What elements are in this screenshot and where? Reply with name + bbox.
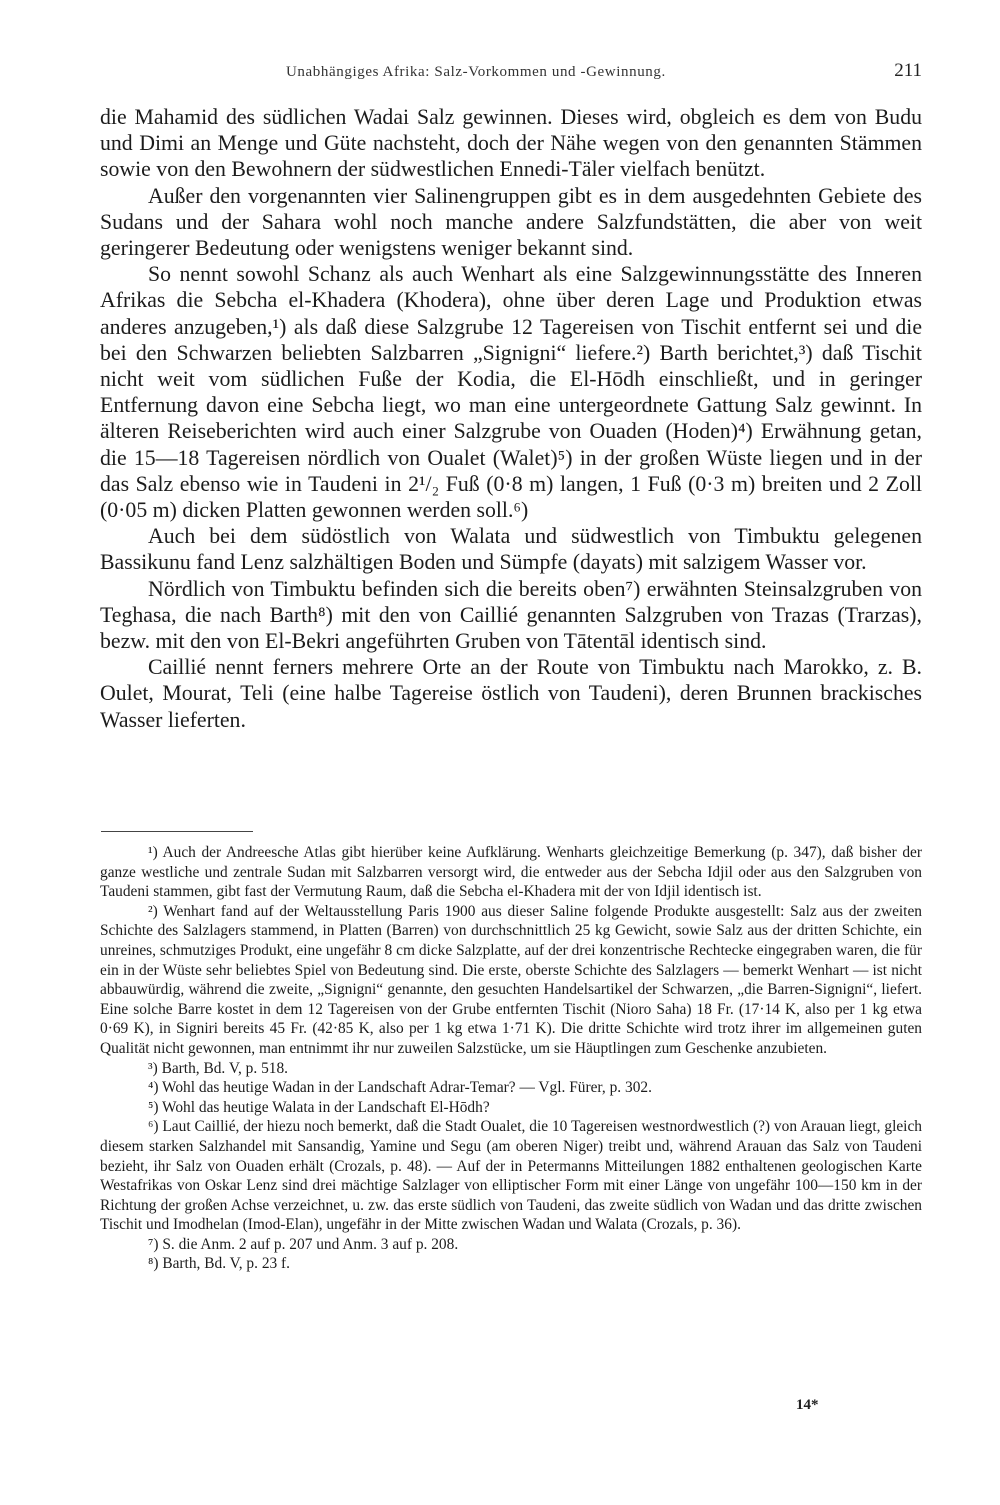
paragraph: Auch bei dem südöstlich von Walata und südwestlich von Timbuktu gelegenen Bassikunu fand Lenz salzhältigen Boden und Sümpfe (dayats) mit salzigem Wasser vor. [100, 524, 922, 575]
paragraph: So nennt sowohl Schanz als auch Wenhart als eine Salzgewinnungsstätte des Inneren Afrikas die Sebcha el-Khadera (Khodera), ohne über deren Lage und Produktion etwas anderes anzugeben,¹) als daß diese Salzgrube 12 Tagereisen von Tischit entfernt sei und die bei den Schwarzen beliebten Salzbarren „Signigni“ liefere.²) Barth berichtet,³) daß Tischit nicht weit vom südlichen Fuße der Kodia, die El-Hōdh einschließt, und in geringer Entfernung davon eine Sebcha liegt, wo man eine untergeordnete Gattung Salz gewinnt. In älteren Reiseberichten wird auch einer Salzgrube von Ouaden (Hoden)⁴) Erwähnung getan, die 15—18 Tagereisen nördlich von Oualet (Walet)⁵) in der großen Wüste liegen und in der das Salz ebenso wie in Taudeni in 2¹/₂ Fuß (0·8 m) langen, 1 Fuß (0·3 m) breiten und 2 Zoll (0·05 m) dicken Platten gewonnen werden soll.⁶) [100, 262, 922, 523]
page-header [100, 60, 922, 90]
footnote: ⁸) Barth, Bd. V, p. 23 f. [148, 1255, 291, 1273]
footnote: ³) Barth, Bd. V, p. 518. [148, 1059, 289, 1077]
paragraph: die Mahamid des südlichen Wadai Salz gewinnen. Dieses wird, obgleich es dem von Budu und Dimi an Menge und Güte nachsteht, doch der Nähe wegen von den genannten Stämmen sowie von den Bewohnern der südwestlichen Ennedi-Täler vielfach benützt. [100, 105, 922, 182]
running-head: Unabhängiges Afrika: Salz-Vorkommen und -Gewinnung. [286, 64, 666, 80]
paragraph: Nördlich von Timbuktu befinden sich die bereits oben⁷) erwähnten Steinsalzgruben von Teghasa, die nach Barth⁸) mit den von Caillié genannten Salzgruben von Trazas (Trarzas), bezw. mit den von El-Bekri angeführten Gruben von Tātentāl identisch sind. [100, 576, 922, 654]
footnote-divider [101, 831, 253, 832]
footnote: ⁵) Wohl das heutige Walata in der Landschaft El-Hōdh? [148, 1098, 490, 1116]
main-text [100, 104, 922, 733]
footnotes [100, 843, 922, 1274]
footnote: ²) Wenhart fand auf der Weltausstellung Paris 1900 aus dieser Saline folgende Produkte ausgestellt: Salz aus der zweiten Schichte des Salzlagers stammend, in Platten (Barren) von durchschnittlich 25 kg Gewicht, sowie Salz aus der dritten Schichte, ein unreines, schmutziges Produkt, eine ungefähr 8 cm dicke Salzplatte, auf der drei konzentrische Rechtecke eingegraben waren, die für ein in der Wüste sehr beliebtes Spiel von Bedeutung sind. Die erste, oberste Schichte des Salzlagers — bemerkt Wenhart — ist nicht abbauwürdig, während die zweite, „Signigni“ genannte, den gesuchten Handelsartikel der Schwarzen, „die Barren-Signigni“, liefert. Eine solche Barre kostet in dem 12 Tagereisen von der Grube entfernten Tischit (Nioro Saha) 18 Fr. (17·14 K, also per 1 kg etwa 0·69 K), in Signiri bereits 45 Fr. (42·85 K, also per 1 kg etwa 1·71 K). Die dritte Schichte wird trotz ihrer im allgemeinen guten Qualität nicht gewonnen, man entnimmt ihr nur zuweilen Salzstücke, um sie Häuptlingen zum Geschenke anzubieten. [100, 902, 922, 1057]
footnote: ⁴) Wohl das heutige Wadan in der Landschaft Adrar-Temar? — Vgl. Fürer, p. 302. [148, 1079, 652, 1097]
footnote: ⁷) S. die Anm. 2 auf p. 207 und Anm. 3 auf p. 208. [148, 1235, 459, 1253]
page-number: 211 [894, 60, 922, 81]
footnote: ⁶) Laut Caillié, der hiezu noch bemerkt, daß die Stadt Oualet, die 10 Tagereisen westnordwestlich (?) von Arauan liegt, gleich diesem starken Salzhandel mit Sansandig, Yamine und Segu (am oberen Niger) treibt und, während Arauan das Salz von Taudeni bezieht, ihr Salz von Ouaden erhält (Crozals, p. 48). — Auf der in Petermanns Mitteilungen 1882 enthaltenen geologischen Karte Westafrikas von Oskar Lenz sind drei mächtige Salzlager von elliptischer Form mit einer Länge von ungefähr 100—150 km in der Richtung der großen Achse verzeichnet, u. zw. das erste südlich von Taudeni, das zweite südlich von Wadan und das dritte zwischen Tischit und Imodhelan (Imod-Elan), ungefähr in der Mitte zwischen Wadan und Walata (Crozals, p. 36). [100, 1118, 922, 1234]
footnote: ¹) Auch der Andreesche Atlas gibt hierüber keine Aufklärung. Wenharts gleichzeitige Bemerkung (p. 347), daß bisher der ganze westliche und zentrale Sudan mit Salzbarren versorgt wird, die entweder aus der Sebcha Idjil oder aus den Salzgruben von Taudeni stammen, gibt fast der Vermutung Raum, daß die Sebcha el-Khadera mit der von Idjil identisch ist. [100, 844, 922, 901]
paragraph: Caillié nennt ferners mehrere Orte an der Route von Timbuktu nach Marokko, z. B. Oulet, Mourat, Teli (eine halbe Tagereise östlich von Taudeni), deren Brunnen brackisches Wasser lieferten. [100, 655, 922, 732]
paragraph: Außer den vorgenannten vier Salinengruppen gibt es in dem ausgedehnten Gebiete des Sudans und der Sahara wohl noch manche andere Salzfundstätten, die aber von weit geringerer Bedeutung oder wenigstens weniger bekannt sind. [100, 183, 922, 261]
printer-signature: 14* [796, 1397, 819, 1413]
